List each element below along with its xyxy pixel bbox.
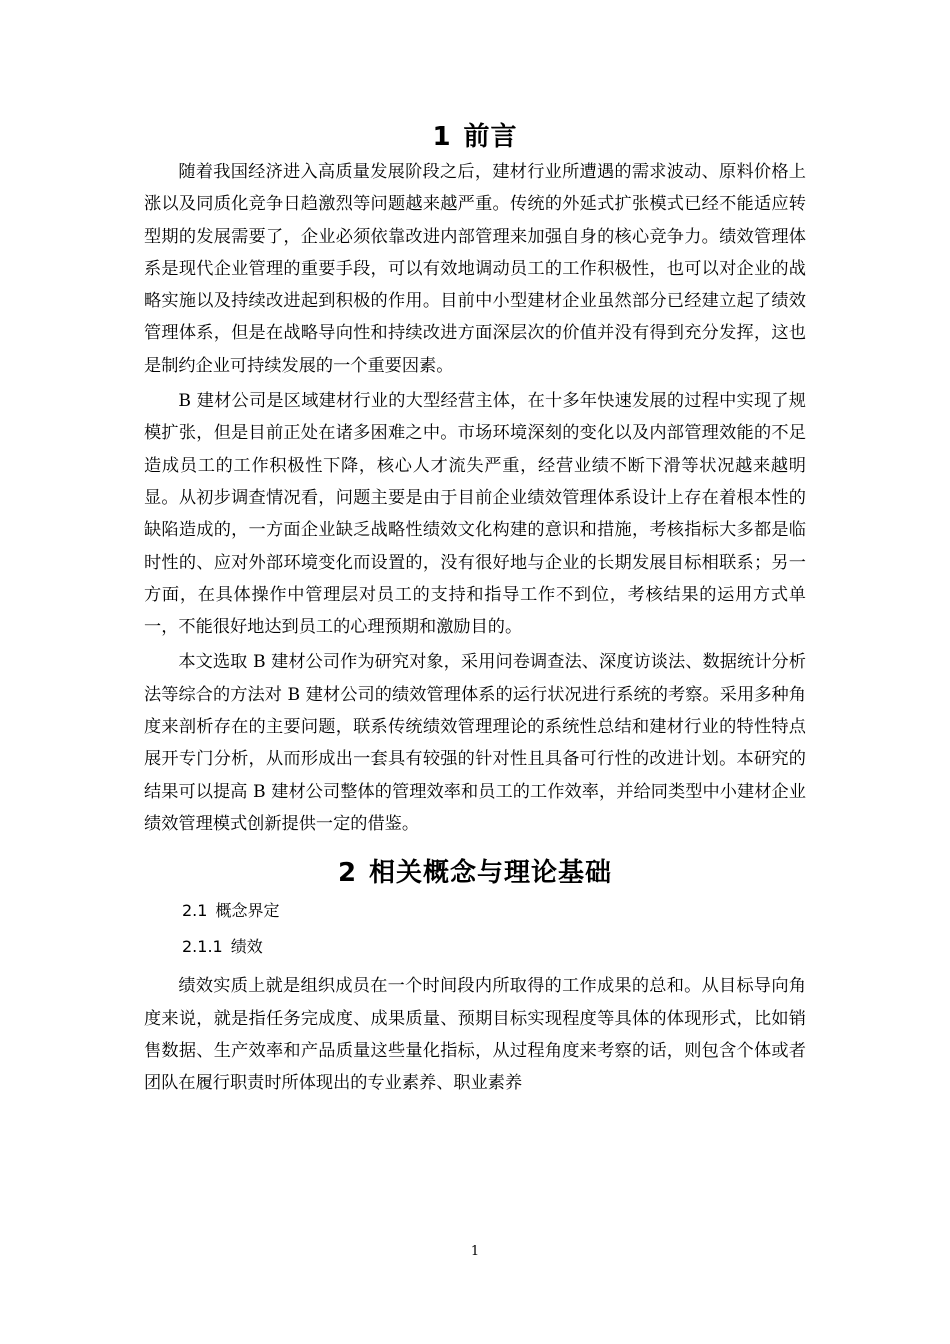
subsection-number: 2.1.1 [182,937,223,957]
section-heading-concepts [144,854,806,892]
body-paragraph: B 建材公司是区域建材行业的大型经营主体，在十多年快速发展的过程中实现了规模扩张，但是目前正处在诸多困难之中。市场环境深刻的变化以及内部管理效能的不足造成员工的工作积极性下降，核心人才流失严重，经营业绩不断下滑等状况越来越明显。从初步调查情况看，问题主要是由于目前企业绩效管理体系设计上存在着根本性的缺陷造成的，一方面企业缺乏战略性绩效文化构建的意识和措施，考核指标大多都是临时性的、应对外部环境变化而设置的，没有很好地与企业的长期发展目标相联系；另一方面，在具体操作中管理层对员工的支持和指导工作不到位，考核结果的运用方式单一，不能很好地达到员工的心理预期和激励目的。 [144,391,806,638]
page-content [144,118,806,1099]
section-heading-preface [144,118,806,156]
body-paragraph: 本文选取 B 建材公司作为研究对象，采用问卷调查法、深度访谈法、数据统计分析法等综合的方法对 B 建材公司的绩效管理体系的运行状况进行系统的考察。采用多种角度来剖析存在的主要问题，联系传统绩效管理理论的系统性总结和建材行业的特性特点展开专门分析，从而形成出一套具有较强的针对性且具备可行性的改进计划。本研究的结果可以提高 B 建材公司整体的管理效率和员工的工作效率，并给同类型中小建材企业绩效管理模式创新提供一定的借鉴。 [144,652,806,834]
body-paragraph: 绩效实质上就是组织成员在一个时间段内所取得的工作成果的总和。从目标导向角度来说，就是指任务完成度、成果质量、预期目标实现程度等具体的体现形式，比如销售数据、生产效率和产品质量这些量化指标，从过程角度来考察的话，则包含个体或者团队在履行职责时所体现出的专业素养、职业素养 [144,976,806,1094]
section-title: 相关概念与理论基础 [369,858,613,889]
subsection-title: 绩效 [230,937,263,957]
body-paragraph: 随着我国经济进入高质量发展阶段之后，建材行业所遭遇的需求波动、原料价格上涨以及同质化竞争日趋激烈等问题越来越严重。传统的外延式扩张模式已经不能适应转型期的发展需要了，企业必须依靠改进内部管理来加强自身的核心竞争力。绩效管理体系是现代企业管理的重要手段，可以有效地调动员工的工作积极性，也可以对企业的战略实施以及持续改进起到积极的作用。目前中小型建材企业虽然部分已经建立起了绩效管理体系，但是在战略导向性和持续改进方面深层次的价值并没有得到充分发挥，这也是制约企业可持续发展的一个重要因素。 [144,162,806,376]
section-number: 1 [432,122,452,152]
subsection-heading [144,898,806,924]
subsection-number: 2.1 [182,901,208,921]
section-number: 2 [337,858,358,889]
page-number: 1 [470,1244,480,1259]
subsubsection-heading [144,934,806,960]
subsection-title: 概念界定 [215,901,280,921]
section-title: 前言 [463,122,518,152]
